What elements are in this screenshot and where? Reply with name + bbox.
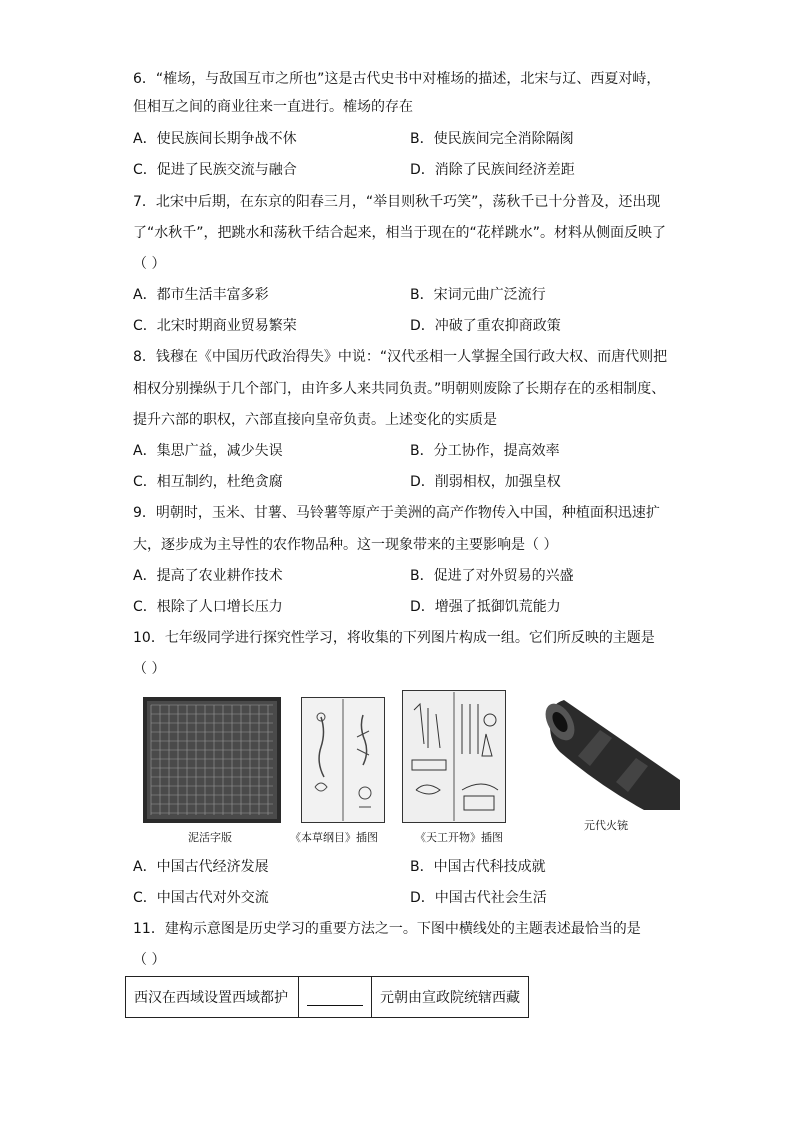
q6-option-d[interactable]: D．消除了民族间经济差距 — [410, 162, 575, 178]
q9-option-b[interactable]: B．促进了对外贸易的兴盛 — [410, 568, 574, 584]
answer-blank-line — [307, 989, 363, 1006]
q6-option-a[interactable]: A．使民族间长期争战不休 — [133, 131, 297, 147]
q7-option-d[interactable]: D．冲破了重农抑商政策 — [410, 318, 561, 334]
q10-option-c[interactable]: C．中国古代对外交流 — [133, 890, 269, 906]
q10-option-d[interactable]: D．中国古代社会生活 — [410, 890, 547, 906]
q8-option-b[interactable]: B．分工协作，提高效率 — [410, 443, 560, 459]
q8-stem-line2: 相权分别操纵于几个部门，由许多人来共同负责。”明朝则废除了长期存在的丞相制度、 — [133, 381, 666, 397]
q10-option-a[interactable]: A．中国古代经济发展 — [133, 859, 269, 875]
q7-option-c[interactable]: C．北宋时期商业贸易繁荣 — [133, 318, 297, 334]
tiangong-kaiwu-illustration — [402, 690, 506, 823]
img3-caption: 《天工开物》插图 — [415, 831, 503, 844]
q10-stem-line1: 10．七年级同学进行探究性学习，将收集的下列图片构成一组。它们所反映的主题是 — [133, 630, 655, 646]
q7-stem-line1: 7．北宋中后期，在东京的阳春三月，“举目则秋千巧笑”，荡秋千已十分普及，还出现 — [133, 194, 661, 210]
img2-caption: 《本草纲目》插图 — [290, 831, 378, 844]
q7-option-a[interactable]: A．都市生活丰富多彩 — [133, 287, 269, 303]
q6-stem-line2: 但相互之间的商业往来一直进行。榷场的存在 — [133, 99, 413, 115]
q11-cell-yuan: 元朝由宣政院统辖西藏 — [372, 977, 529, 1018]
q8-stem-line3: 提升六部的职权，六部直接向皇帝负责。上述变化的实质是 — [133, 412, 497, 428]
q6-option-c[interactable]: C．促进了民族交流与融合 — [133, 162, 297, 178]
q9-stem-line1: 9．明朝时，玉米、甘薯、马铃薯等原产于美洲的高产作物传入中国，种植面积迅速扩 — [133, 505, 660, 521]
q8-stem-line1: 8．钱穆在《中国历代政治得失》中说：“汉代丞相一人掌握全国行政大权、而唐代则把 — [133, 349, 668, 365]
img4-caption: 元代火铳 — [584, 819, 628, 832]
q6-stem-line1: 6．“榷场，与敌国互市之所也”这是古代史书中对榷场的描述，北宋与辽、西夏对峙， — [133, 71, 661, 87]
q9-option-a[interactable]: A．提高了农业耕作技术 — [133, 568, 283, 584]
q7-option-b[interactable]: B．宋词元曲广泛流行 — [410, 287, 546, 303]
q10-option-b[interactable]: B．中国古代科技成就 — [410, 859, 546, 875]
q8-option-a[interactable]: A．集思广益，减少失误 — [133, 443, 283, 459]
q11-stem-line2: （ ） — [133, 952, 166, 968]
yuan-hand-cannon-image — [540, 686, 685, 820]
q11-schematic-table — [125, 976, 529, 1018]
q7-stem-line2: 了“水秋千”，把跳水和荡秋千结合起来，相当于现在的“花样跳水”。材料从侧面反映了 — [133, 225, 667, 241]
q9-option-d[interactable]: D．增强了抵御饥荒能力 — [410, 599, 561, 615]
q8-option-c[interactable]: C．相互制约，杜绝贪腐 — [133, 474, 283, 490]
q11-cell-blank[interactable] — [299, 977, 372, 1018]
q7-stem-line3: （ ） — [133, 256, 166, 272]
q11-cell-xihan: 西汉在西域设置西域都护 — [126, 977, 299, 1018]
bencao-gangmu-illustration — [301, 697, 385, 823]
q11-stem-line1: 11．建构示意图是历史学习的重要方法之一。下图中横线处的主题表述最恰当的是 — [133, 921, 641, 937]
q8-option-d[interactable]: D．削弱相权，加强皇权 — [410, 474, 561, 490]
q9-stem-line2: 大，逐步成为主导性的农作物品种。这一现象带来的主要影响是（ ） — [133, 537, 558, 553]
q10-stem-line2: （ ） — [133, 661, 166, 677]
q6-option-b[interactable]: B．使民族间完全消除隔阂 — [410, 131, 574, 147]
q9-option-c[interactable]: C．根除了人口增长压力 — [133, 599, 283, 615]
img1-caption: 泥活字版 — [188, 831, 232, 844]
clay-movable-type-image — [143, 697, 281, 823]
